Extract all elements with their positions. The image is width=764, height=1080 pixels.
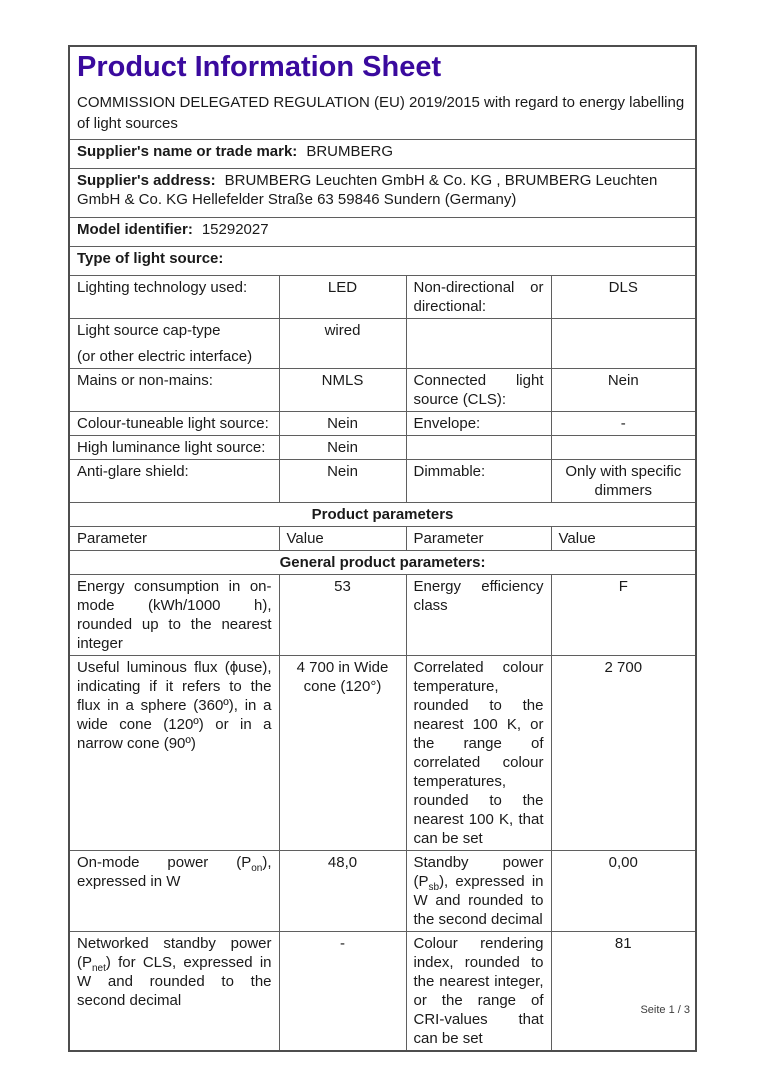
page-title: Product Information Sheet: [77, 51, 442, 83]
model-identifier-cell: [69, 218, 696, 247]
cell-parameter: Lighting technology used:: [69, 276, 279, 319]
cell-parameter: [69, 851, 279, 932]
section-header-row: [69, 551, 696, 575]
cap-type-line1: Light source cap-type: [77, 322, 221, 339]
table-row: [69, 412, 696, 436]
title-cell: [69, 46, 696, 140]
supplier-address-label: Supplier's address:: [77, 172, 216, 189]
cell-value: Nein: [279, 412, 406, 436]
parameter-text: Energy consumption in on-mode (kWh/1000 h), rounded up to the nearest integer: [77, 578, 272, 652]
supplier-name-value: BRUMBERG: [306, 143, 393, 160]
product-information-sheet: [68, 45, 695, 1052]
parameter-text: On-mode power (P: [77, 854, 252, 871]
product-parameters-header: Product parameters: [69, 503, 696, 527]
cell-value: 81: [551, 932, 696, 1052]
cell-value: -: [279, 932, 406, 1052]
column-header: Value: [279, 527, 406, 551]
cell-parameter: [406, 932, 551, 1052]
cell-parameter: [69, 319, 279, 369]
parameter-text: Networked standby power (P: [77, 935, 272, 971]
column-header: Value: [551, 527, 696, 551]
table-row: [69, 436, 696, 460]
type-of-light-source-row: [69, 247, 696, 276]
parameter-text: Colour rendering index, rounded to the nearest integer, or the range of CRI-values that can be set: [413, 935, 544, 1047]
cell-value: 2 700: [551, 656, 696, 851]
supplier-address-value: BRUMBERG Leuchten GmbH & Co. KG , BRUMBERG Leuchten GmbH & Co. KG Hellefelder Straße 63 59846 Sundern (Germany): [77, 172, 658, 208]
table-row: [69, 369, 696, 412]
supplier-name-label: Supplier's name or trade mark:: [77, 143, 298, 160]
table-row: [69, 851, 696, 932]
cell-value: LED: [279, 276, 406, 319]
cell-value: DLS: [551, 276, 696, 319]
table-row: [69, 276, 696, 319]
parameter-text: ), expressed in W and rounded to the second decimal: [413, 873, 544, 928]
cell-value: Nein: [551, 369, 696, 412]
section-header-row: [69, 503, 696, 527]
cell-value: [551, 319, 696, 369]
cell-parameter: [406, 575, 551, 656]
supplier-address-row: [69, 169, 696, 218]
page-number: Seite 1 / 3: [640, 1004, 690, 1016]
cell-value: 48,0: [279, 851, 406, 932]
table-row: [69, 575, 696, 656]
cell-value: 0,00: [551, 851, 696, 932]
cell-value: [551, 436, 696, 460]
type-of-light-source-cell: [69, 247, 696, 276]
cell-value: Nein: [279, 460, 406, 503]
cell-parameter: Mains or non-mains:: [69, 369, 279, 412]
cell-parameter: [406, 319, 551, 369]
model-identifier-value: 15292027: [201, 221, 269, 238]
cell-parameter: Envelope:: [406, 412, 551, 436]
cell-parameter: [69, 932, 279, 1052]
supplier-name-row: [69, 140, 696, 169]
parameter-text: Energy efficiency class: [413, 578, 544, 614]
table-row: [69, 319, 696, 369]
supplier-address-cell: [69, 169, 696, 218]
cell-value: Only with specific dimmers: [551, 460, 696, 503]
parameter-text: ) for CLS, expressed in W and rounded to the second decimal: [77, 954, 272, 1009]
cell-parameter: [406, 656, 551, 851]
type-of-light-source-label: Type of light source:: [77, 250, 224, 267]
cell-parameter: High luminance light source:: [69, 436, 279, 460]
parameter-text: Correlated colour temperature, rounded to the nearest 100 K, or the range of correlated colour temperatures, rounded to the nearest 100 K, that can be set: [413, 659, 544, 847]
cell-parameter: [69, 656, 279, 851]
parameter-text: ), expressed in W: [77, 854, 272, 890]
cell-value: -: [551, 412, 696, 436]
title-row: [69, 46, 696, 140]
cell-value: wired: [279, 319, 406, 369]
cell-value: 53: [279, 575, 406, 656]
cell-parameter: [69, 575, 279, 656]
parameter-text: Standby power (P: [413, 854, 544, 890]
column-header-row: [69, 527, 696, 551]
column-header: Parameter: [406, 527, 551, 551]
cell-parameter: Connected light source (CLS):: [406, 369, 551, 412]
cell-parameter: [406, 851, 551, 932]
cell-parameter: Colour-tuneable light source:: [69, 412, 279, 436]
model-identifier-label: Model identifier:: [77, 221, 193, 238]
cell-value: F: [551, 575, 696, 656]
parameter-text: Useful luminous flux (ϕuse), indicating if it refers to the flux in a sphere (360º), in a wide cone (120º) or in a narrow cone (90º): [77, 659, 272, 752]
table-row: [69, 656, 696, 851]
table-row: [69, 460, 696, 503]
cell-value: 4 700 in Wide cone (120°): [279, 656, 406, 851]
cap-type-line2: (or other electric interface): [77, 348, 253, 365]
model-identifier-row: [69, 218, 696, 247]
document-table: [68, 45, 697, 1052]
supplier-name-cell: [69, 140, 696, 169]
general-parameters-header: General product parameters:: [69, 551, 696, 575]
cell-parameter: [406, 436, 551, 460]
column-header: Parameter: [69, 527, 279, 551]
cell-value: NMLS: [279, 369, 406, 412]
cell-parameter: Dimmable:: [406, 460, 551, 503]
subscript: on: [251, 863, 263, 874]
regulation-text: COMMISSION DELEGATED REGULATION (EU) 2019/2015 with regard to energy labelling of light sources: [77, 94, 685, 132]
subscript: sb: [428, 882, 440, 893]
table-row: [69, 932, 696, 1052]
cell-parameter: Non-directional or directional:: [406, 276, 551, 319]
cell-value: Nein: [279, 436, 406, 460]
cell-parameter: Anti-glare shield:: [69, 460, 279, 503]
subscript: net: [92, 963, 106, 974]
